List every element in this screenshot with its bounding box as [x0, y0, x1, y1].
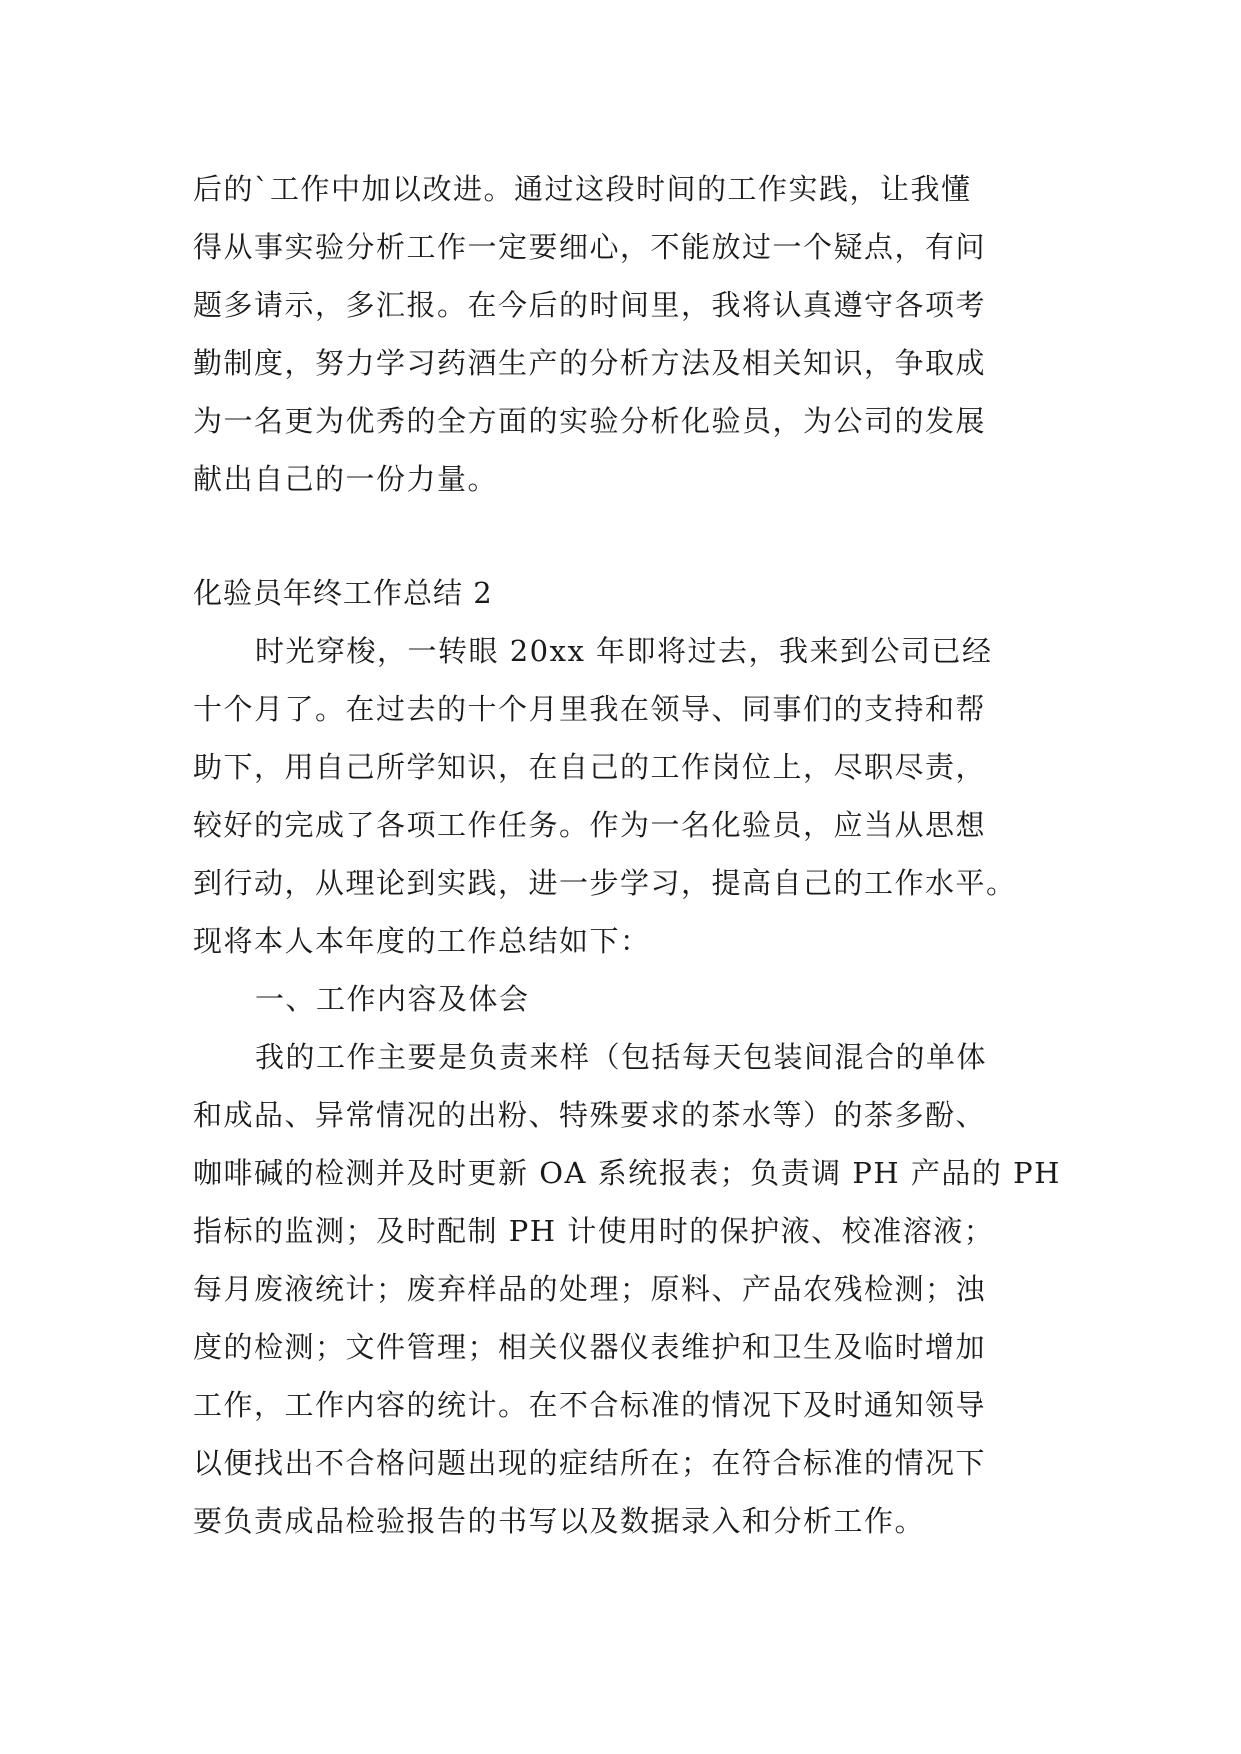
paragraph-line: 以便找出不合格问题出现的症结所在；在符合标准的情况下 — [193, 1446, 987, 1480]
paragraph-line: 咖啡碱的检测并及时更新 OA 系统报表；负责调 PH 产品的 PH — [193, 1156, 1061, 1190]
paragraph-line: 后的`工作中加以改进。通过这段时间的工作实践，让我懂 — [193, 172, 972, 206]
paragraph-line: 十个月了。在过去的十个月里我在领导、同事们的支持和帮 — [193, 692, 987, 726]
section-title: 化验员年终工作总结 2 — [193, 576, 493, 610]
paragraph-line: 每月废液统计；废弃样品的处理；原料、产品农残检测；浊 — [193, 1272, 987, 1306]
paragraph-line: 到行动，从理论到实践，进一步学习，提高自己的工作水平。 — [193, 866, 1017, 900]
subheading: 一、工作内容及体会 — [255, 982, 530, 1016]
paragraph-line: 和成品、异常情况的出粉、特殊要求的茶水等）的茶多酚、 — [193, 1098, 987, 1132]
paragraph-line: 要负责成品检验报告的书写以及数据录入和分析工作。 — [193, 1504, 926, 1538]
intro-paragraph — [193, 622, 1055, 970]
paragraph-line: 指标的监测；及时配制 PH 计使用时的保护液、校准溶液； — [193, 1214, 995, 1248]
document-body — [193, 160, 1061, 1550]
paragraph-line: 勤制度，努力学习药酒生产的分析方法及相关知识，争取成 — [193, 346, 987, 380]
paragraph-line: 度的检测；文件管理；相关仪器仪表维护和卫生及临时增加 — [193, 1330, 987, 1364]
content-paragraph — [193, 1028, 1061, 1550]
paragraph-line: 为一名更为优秀的全方面的实验分析化验员，为公司的发展 — [193, 404, 987, 438]
section-gap — [193, 508, 1055, 564]
paragraph-line: 助下，用自己所学知识，在自己的工作岗位上，尽职尽责， — [193, 750, 987, 784]
paragraph-line: 较好的完成了各项工作任务。作为一名化验员，应当从思想 — [193, 808, 987, 842]
paragraph-line: 献出自己的一份力量。 — [193, 462, 499, 496]
paragraph-line: 我的工作主要是负责来样（包括每天包装间混合的单体 — [255, 1040, 988, 1074]
paragraph-line: 工作，工作内容的统计。在不合标准的情况下及时通知领导 — [193, 1388, 987, 1422]
continuation-paragraph — [193, 160, 1055, 508]
paragraph-line: 得从事实验分析工作一定要细心，不能放过一个疑点，有问 — [193, 230, 987, 264]
paragraph-line: 题多请示，多汇报。在今后的时间里，我将认真遵守各项考 — [193, 288, 987, 322]
paragraph-line: 现将本人本年度的工作总结如下： — [193, 924, 651, 958]
paragraph-line: 时光穿梭，一转眼 20xx 年即将过去，我来到公司已经 — [255, 634, 993, 668]
